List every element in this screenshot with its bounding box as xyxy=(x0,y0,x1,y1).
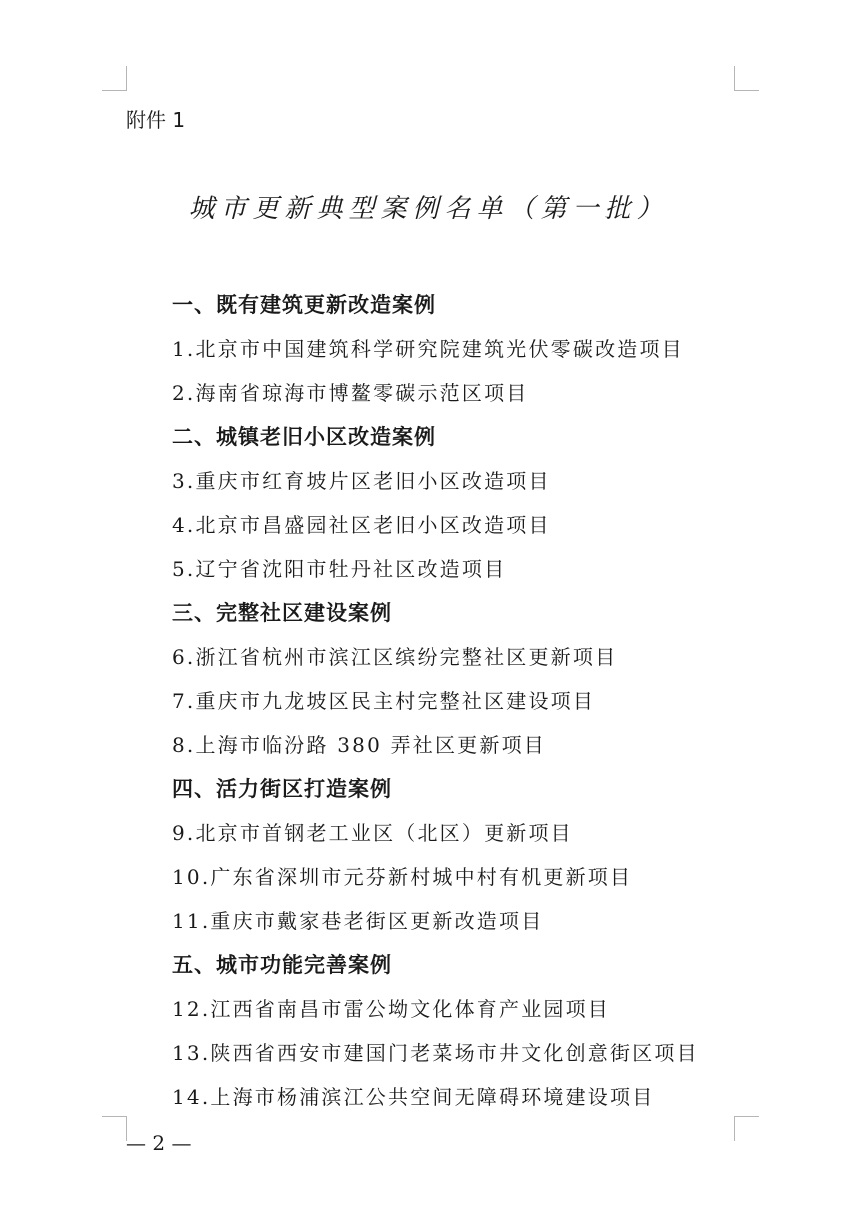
list-item: 8.上海市临汾路 380 弄社区更新项目 xyxy=(172,733,546,757)
list-item: 2.海南省琼海市博鳌零碳示范区项目 xyxy=(172,381,529,405)
list-item: 13.陕西省西安市建国门老菜场市井文化创意街区项目 xyxy=(172,1041,699,1065)
list-item: 5.辽宁省沈阳市牡丹社区改造项目 xyxy=(172,557,507,581)
crop-mark-bottom-left xyxy=(102,1116,127,1141)
list-item: 14.上海市杨浦滨江公共空间无障碍环境建设项目 xyxy=(172,1085,655,1109)
list-item: 11.重庆市戴家巷老街区更新改造项目 xyxy=(172,909,544,933)
section-heading: 一、既有建筑更新改造案例 xyxy=(172,293,436,317)
section-heading: 五、城市功能完善案例 xyxy=(172,953,392,977)
list-item: 9.北京市首钢老工业区（北区）更新项目 xyxy=(172,821,573,845)
list-item: 6.浙江省杭州市滨江区缤纷完整社区更新项目 xyxy=(172,645,618,669)
attachment-label: 附件 1 xyxy=(126,108,186,132)
list-item: 4.北京市昌盛园社区老旧小区改造项目 xyxy=(172,513,551,537)
list-item: 12.江西省南昌市雷公坳文化体育产业园项目 xyxy=(172,997,611,1021)
crop-mark-bottom-right xyxy=(734,1116,759,1141)
section-heading: 三、完整社区建设案例 xyxy=(172,601,392,625)
page-number: — 2 — xyxy=(126,1131,192,1155)
section-heading: 二、城镇老旧小区改造案例 xyxy=(172,425,436,449)
crop-mark-top-right xyxy=(734,66,759,91)
list-item: 10.广东省深圳市元芬新村城中村有机更新项目 xyxy=(172,865,633,889)
section-heading: 四、活力街区打造案例 xyxy=(172,777,392,801)
list-item: 7.重庆市九龙坡区民主村完整社区建设项目 xyxy=(172,689,596,713)
case-list xyxy=(172,283,772,1119)
list-item: 1.北京市中国建筑科学研究院建筑光伏零碳改造项目 xyxy=(172,337,684,361)
document-title: 城市更新典型案例名单（第一批） xyxy=(188,194,669,224)
list-item: 3.重庆市红育坡片区老旧小区改造项目 xyxy=(172,469,551,493)
crop-mark-top-left xyxy=(102,66,127,91)
